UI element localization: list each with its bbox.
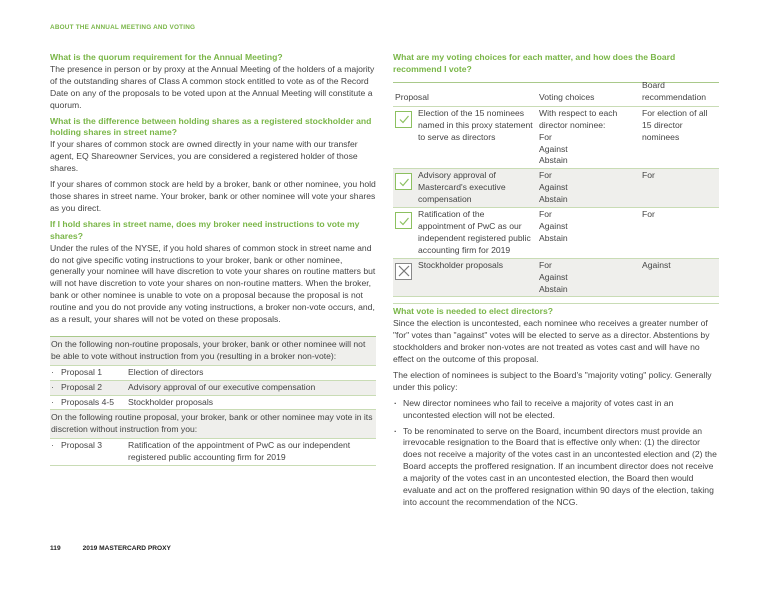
choices-cell [537, 209, 642, 257]
recommendation-cell: For election of all 15 director nominees [642, 107, 708, 142]
registered-text: If your shares of common stock are owned directly in your name with our transfer agent, EQ Shareowner Services, you are considered a registered holder of those shares. [50, 139, 358, 174]
proposal-number: Proposal 2 [61, 381, 103, 392]
col-choices: Voting choices [539, 91, 595, 102]
choice: Against [539, 143, 568, 154]
choice: Abstain [539, 232, 568, 243]
section-header: ABOUT THE ANNUAL MEETING AND VOTING [50, 24, 196, 31]
recommendation-cell: Against [642, 259, 671, 270]
proposal-text: Advisory approval of Mastercard's executive compensation [418, 170, 506, 205]
table-row [393, 107, 719, 170]
checkbox-check-icon [395, 212, 412, 229]
proposal-number: Proposals 4-5 [61, 396, 115, 407]
proposal-cell [395, 108, 537, 168]
recommendation-cell: For [642, 209, 655, 220]
recommendation-cell: For [642, 170, 655, 181]
quorum-text: The presence in person or by proxy at the Annual Meeting of the holders of a majority of the outstanding shares of Class A common stock entitled to vote as of the Record Date on any of the proposals to be voted upon at the Annual Meeting will constitute a quorum. [50, 63, 375, 110]
col-proposal: Proposal [395, 91, 429, 102]
proposal-number: Proposal 1 [61, 366, 103, 377]
choice: For [539, 259, 552, 270]
choice: With respect to each director nominee: [539, 107, 618, 130]
majority-policy-text: The election of nominees is subject to the Board's "majority voting" policy. Generally under this policy: [393, 369, 712, 392]
broker-instructions-text: Under the rules of the NYSE, if you hold shares of common stock in street name and do not give specific voting instructions to your broker, bank or other nominee, generally your nominee will have discretion to vote your shares on routine matters but will not have discretion to vote your shares on non-routine matters. When the broker, bank or other nominee is unable to vote on a proposal because the proposal is not routine and you do not provide any voting instructions, a broker non-vote occurs, and, as a result, your shares will not be voted on these proposals. [50, 242, 376, 325]
choice: Abstain [539, 194, 568, 205]
choice: For [539, 170, 552, 181]
choice: Against [539, 220, 568, 231]
broker-instructions-heading: If I hold shares in street name, does my broker need instructions to vote my shares? [50, 218, 360, 241]
list-item: · New director nominees who fail to receive a majority of votes cast in an uncontested election will not be elected. [393, 398, 719, 422]
quorum-heading: What is the quorum requirement for the Annual Meeting? [50, 52, 283, 62]
choices-cell [537, 260, 642, 296]
x-box-icon [395, 263, 412, 280]
list-item: · Proposal 2 Advisory approval of our executive compensation [50, 381, 376, 396]
choice: Abstain [539, 283, 568, 294]
choice: For [539, 209, 552, 220]
list-item: · To be renominated to serve on the Board, incumbent directors must provide an irrevocable resignation to the Board that is effective only when: (1) the director does not receive a majority of the votes cast in an uncontested election and (2) the Board accepts the proffered resignation. If an incumbent director does not receive a majority of the votes cast in an uncontested election, the Board then would evaluate and act on the proffered resignation within 90 days of the election, taking into account the recommendation of the NCG. [393, 426, 719, 509]
choices-cell [537, 170, 642, 206]
vote-needed-section [393, 303, 719, 509]
table-header [393, 80, 719, 107]
proposal-desc: Election of directors [128, 366, 204, 377]
vote-needed-heading: What vote is needed to elect directors? [393, 306, 553, 317]
choice: Against [539, 271, 568, 282]
voting-choices-heading: What are my voting choices for each matter, and how does the Board recommend I vote? [393, 52, 676, 74]
footer [50, 543, 193, 555]
proposal-text: Ratification of the appointment of PwC as our independent registered public accounting firm for 2019 [418, 209, 531, 255]
vote-needed-text: Since the election is uncontested, each nominee who receives a greater number of "for" votes than "against" votes will be elected to serve as a director. Abstentions by stockholders and broker non-votes are not treated as votes cast and will have no effect on the outcome of this proposal. [393, 318, 710, 365]
choice: Against [539, 182, 568, 193]
right-column [393, 52, 719, 513]
voting-table [393, 82, 719, 298]
page-number: 119 [50, 545, 61, 552]
proposal-desc: Stockholder proposals [128, 396, 214, 407]
proposal-text: Election of the 15 nominees named in this proxy statement to serve as directors [418, 107, 533, 142]
doc-title: 2019 MASTERCARD PROXY [82, 545, 171, 552]
table-row [393, 208, 719, 259]
registered-vs-street-heading: What is the difference between holding shares as a registered stockholder and holding shares in street name? [50, 115, 372, 138]
checkbox-check-icon [395, 173, 412, 190]
proposal-text: Stockholder proposals [418, 259, 504, 270]
list-item: · Proposals 4-5 Stockholder proposals [50, 396, 376, 411]
choice: Abstain [539, 155, 568, 166]
proposal-cell [395, 209, 537, 257]
nonroutine-intro: On the following non-routine proposals, your broker, bank or other nominee will not be able to vote without instruction from you (resulting in a broker non-vote): [50, 337, 376, 366]
choices-cell [537, 108, 642, 168]
proposal-cell [395, 260, 537, 296]
proposal-desc: Advisory approval of our executive compensation [128, 381, 316, 392]
proposal-number: Proposal 3 [61, 440, 103, 451]
routine-intro: On the following routine proposal, your broker, bank or other nominee may vote in its discretion without instruction from you: [50, 410, 376, 439]
proposal-cell [395, 170, 537, 206]
street-name-text: If your shares of common stock are held by a broker, bank or other nominee, you hold those shares in street name. Your broker, bank or other nominee will vote your shares as you direct. [50, 179, 376, 213]
table-row [393, 259, 719, 298]
checkbox-check-icon [395, 111, 412, 128]
left-column [50, 52, 376, 466]
list-item: · Proposal 3 Ratification of the appointment of PwC as our independent registered public accounting firm for 2019 [50, 439, 376, 466]
choice: For [539, 131, 552, 142]
table-row [393, 169, 719, 208]
proposal-routine-box [50, 336, 376, 466]
col-recommendation: Board recommendation [642, 80, 707, 102]
policy-list [393, 398, 719, 509]
proposal-desc: Ratification of the appointment of PwC as our independent registered public accounting firm for 2019 [128, 440, 351, 463]
list-item: · Proposal 1 Election of directors [50, 366, 376, 381]
